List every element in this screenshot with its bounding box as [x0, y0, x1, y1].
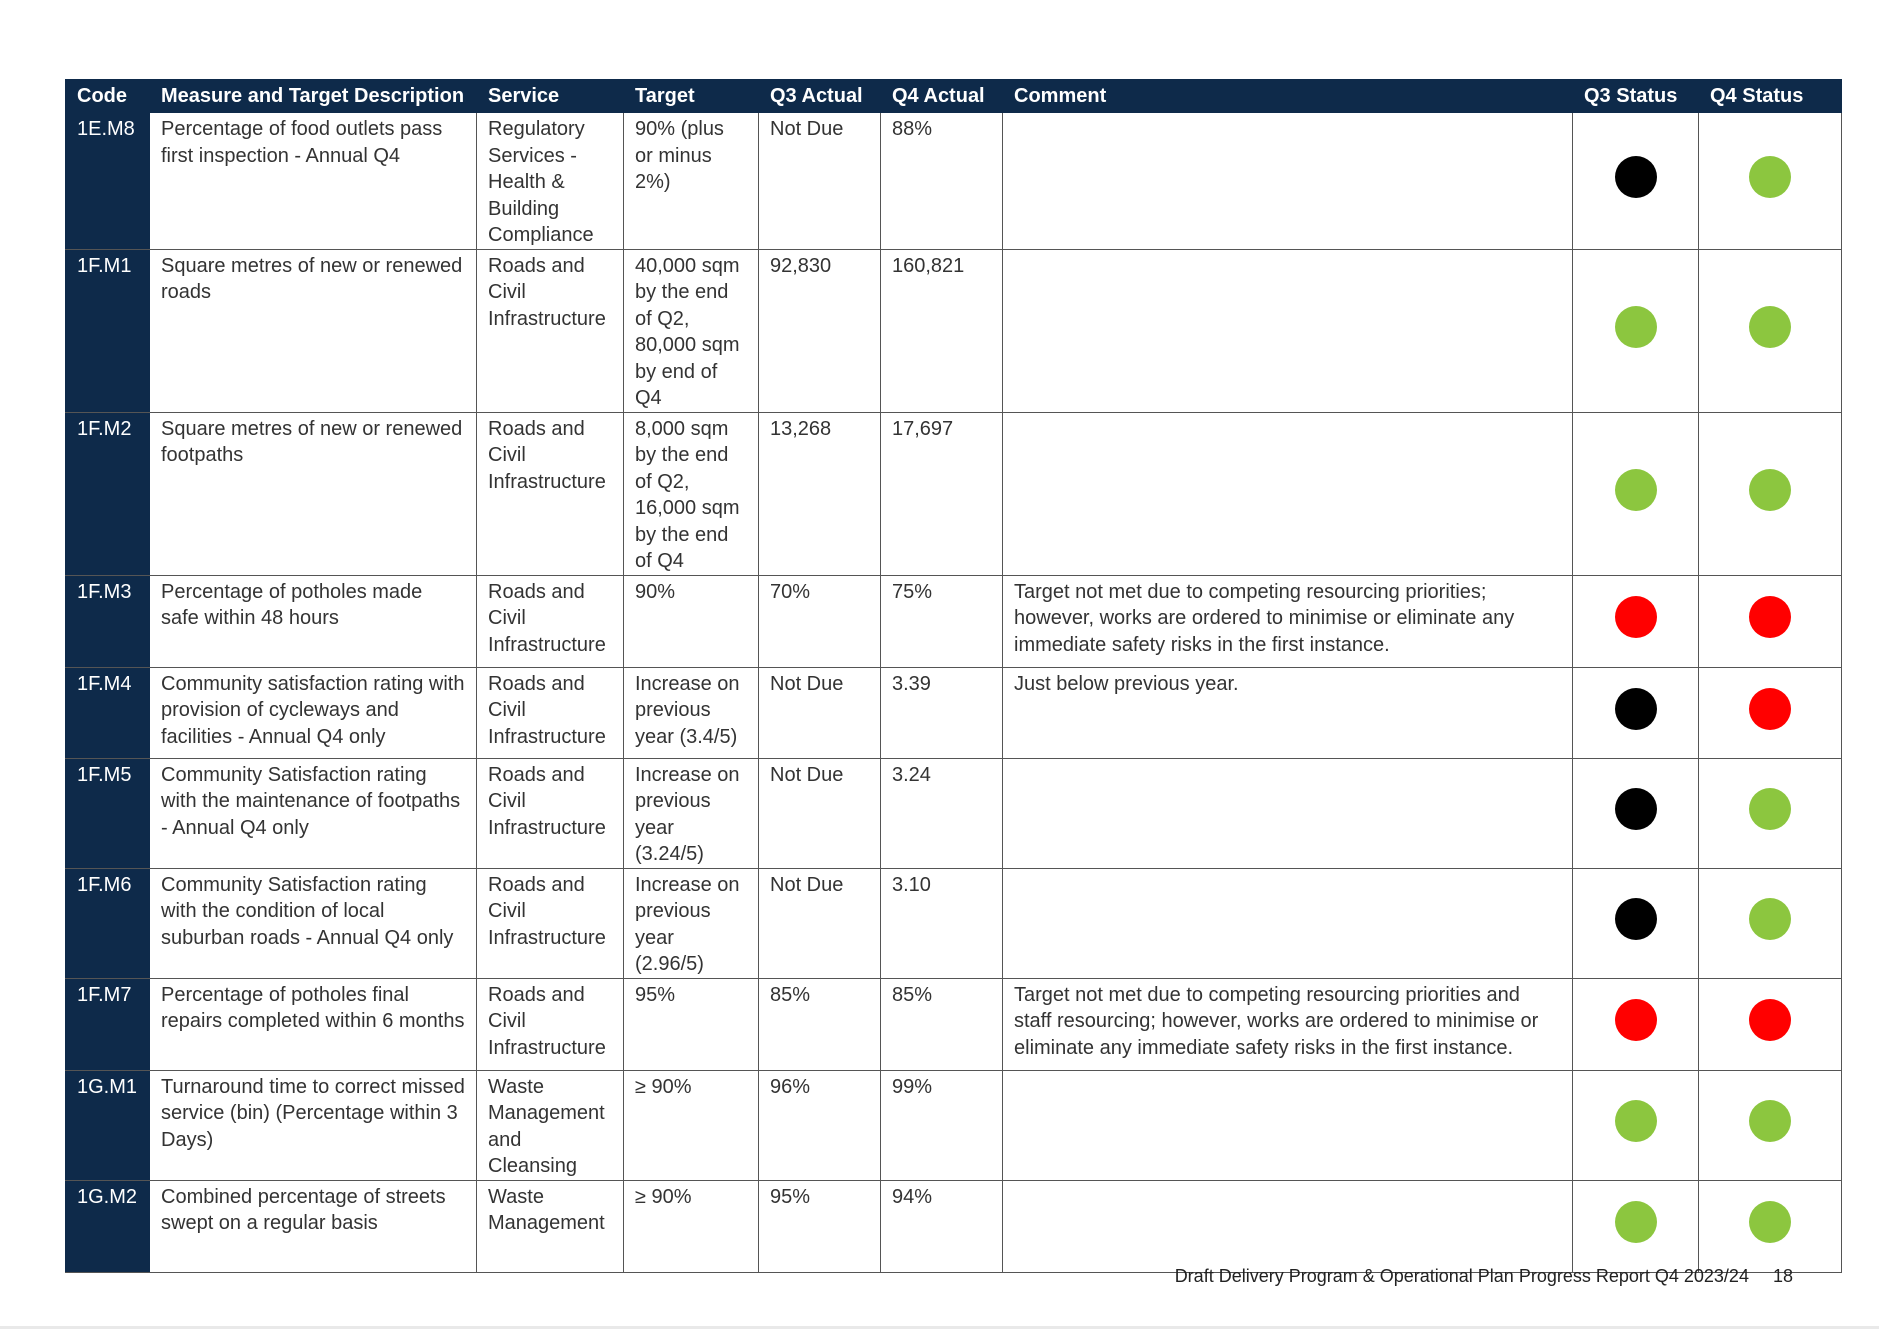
row-service: Roads and Civil Infrastructure [477, 412, 624, 575]
row-service: Waste Management and Cleansing [477, 1070, 624, 1180]
row-target: ≥ 90% [624, 1070, 759, 1180]
row-q3-actual: 70% [759, 575, 881, 667]
row-measure: Square metres of new or renewed footpaths [150, 412, 477, 575]
table-row [66, 868, 1842, 978]
row-q4-actual: 3.39 [881, 667, 1003, 758]
row-target: 8,000 sqm by the end of Q2, 16,000 sqm by the end of Q4 [624, 412, 759, 575]
table-row [66, 412, 1842, 575]
row-target: 95% [624, 978, 759, 1070]
table-row [66, 667, 1842, 758]
row-comment [1003, 1070, 1573, 1180]
row-service: Roads and Civil Infrastructure [477, 667, 624, 758]
row-q4-status [1699, 1070, 1842, 1180]
row-code: 1E.M8 [66, 113, 150, 250]
row-q3-actual: Not Due [759, 868, 881, 978]
row-code: 1F.M6 [66, 868, 150, 978]
row-q3-actual: 13,268 [759, 412, 881, 575]
row-q4-status [1699, 667, 1842, 758]
row-q3-actual: 92,830 [759, 249, 881, 412]
header-code: Code [66, 80, 150, 113]
row-q3-actual: Not Due [759, 667, 881, 758]
row-q3-actual: 96% [759, 1070, 881, 1180]
q4-status-indicator [1749, 596, 1791, 638]
row-q4-status [1699, 412, 1842, 575]
q3-status-indicator [1615, 306, 1657, 348]
q3-status-indicator [1615, 688, 1657, 730]
q4-status-indicator [1749, 898, 1791, 940]
row-measure: Percentage of potholes final repairs completed within 6 months [150, 978, 477, 1070]
table-row [66, 758, 1842, 868]
q3-status-indicator [1615, 1100, 1657, 1142]
row-q3-actual: 95% [759, 1180, 881, 1272]
q4-status-indicator [1749, 306, 1791, 348]
row-q3-status [1573, 1180, 1699, 1272]
row-target: Increase on previous year (3.24/5) [624, 758, 759, 868]
row-q4-status [1699, 249, 1842, 412]
row-comment: Target not met due to competing resourcing priorities and staff resourcing; however, works are ordered to minimise or eliminate any immediate safety risks in the first instance. [1003, 978, 1573, 1070]
row-service: Waste Management [477, 1180, 624, 1272]
q4-status-indicator [1749, 688, 1791, 730]
header-comment: Comment [1003, 80, 1573, 113]
row-q4-actual: 88% [881, 113, 1003, 250]
row-target: ≥ 90% [624, 1180, 759, 1272]
row-code: 1F.M3 [66, 575, 150, 667]
row-measure: Square metres of new or renewed roads [150, 249, 477, 412]
row-q4-actual: 75% [881, 575, 1003, 667]
table-row [66, 249, 1842, 412]
row-code: 1F.M2 [66, 412, 150, 575]
report-title: Draft Delivery Program & Operational Plan Progress Report Q4 2023/24 [1174, 1266, 1749, 1286]
header-q3-actual: Q3 Actual [759, 80, 881, 113]
table-row [66, 113, 1842, 250]
kpi-table [65, 79, 1842, 1273]
row-q3-status [1573, 575, 1699, 667]
row-code: 1G.M2 [66, 1180, 150, 1272]
header-target: Target [624, 80, 759, 113]
row-q3-status [1573, 868, 1699, 978]
q3-status-indicator [1615, 1201, 1657, 1243]
row-code: 1F.M4 [66, 667, 150, 758]
q3-status-indicator [1615, 156, 1657, 198]
row-comment [1003, 758, 1573, 868]
row-q4-status [1699, 758, 1842, 868]
table-row [66, 1070, 1842, 1180]
row-code: 1F.M7 [66, 978, 150, 1070]
row-measure: Percentage of food outlets pass first inspection - Annual Q4 [150, 113, 477, 250]
q3-status-indicator [1615, 898, 1657, 940]
row-q3-status [1573, 249, 1699, 412]
row-q4-actual: 99% [881, 1070, 1003, 1180]
row-q4-actual: 94% [881, 1180, 1003, 1272]
row-code: 1G.M1 [66, 1070, 150, 1180]
header-service: Service [477, 80, 624, 113]
q4-status-indicator [1749, 788, 1791, 830]
row-service: Roads and Civil Infrastructure [477, 249, 624, 412]
table-row [66, 575, 1842, 667]
row-q3-status [1573, 667, 1699, 758]
row-code: 1F.M5 [66, 758, 150, 868]
row-measure: Combined percentage of streets swept on a regular basis [150, 1180, 477, 1272]
row-q4-actual: 17,697 [881, 412, 1003, 575]
q3-status-indicator [1615, 596, 1657, 638]
row-comment [1003, 412, 1573, 575]
page-number: 18 [1772, 1266, 1793, 1286]
row-q4-status [1699, 868, 1842, 978]
q4-status-indicator [1749, 156, 1791, 198]
row-q3-status [1573, 113, 1699, 250]
q3-status-indicator [1615, 469, 1657, 511]
row-service: Roads and Civil Infrastructure [477, 868, 624, 978]
row-measure: Community Satisfaction rating with the condition of local suburban roads - Annual Q4 only [150, 868, 477, 978]
row-service: Roads and Civil Infrastructure [477, 575, 624, 667]
row-q4-actual: 85% [881, 978, 1003, 1070]
row-q4-actual: 3.10 [881, 868, 1003, 978]
row-comment [1003, 1180, 1573, 1272]
header-measure: Measure and Target Description [150, 80, 477, 113]
row-service: Regulatory Services - Health & Building Compliance [477, 113, 624, 250]
row-measure: Turnaround time to correct missed service (bin) (Percentage within 3 Days) [150, 1070, 477, 1180]
row-q3-status [1573, 758, 1699, 868]
row-target: Increase on previous year (2.96/5) [624, 868, 759, 978]
row-measure: Community satisfaction rating with provision of cycleways and facilities - Annual Q4 only [150, 667, 477, 758]
row-q3-actual: 85% [759, 978, 881, 1070]
row-q3-actual: Not Due [759, 758, 881, 868]
row-q3-status [1573, 978, 1699, 1070]
row-target: 90% (plus or minus 2%) [624, 113, 759, 250]
row-q3-actual: Not Due [759, 113, 881, 250]
row-service: Roads and Civil Infrastructure [477, 758, 624, 868]
q3-status-indicator [1615, 788, 1657, 830]
row-measure: Percentage of potholes made safe within 48 hours [150, 575, 477, 667]
table-header-row [66, 80, 1842, 113]
row-q3-status [1573, 412, 1699, 575]
row-comment: Target not met due to competing resourcing priorities; however, works are ordered to minimise or eliminate any immediate safety risks in the first instance. [1003, 575, 1573, 667]
row-q4-status [1699, 575, 1842, 667]
q3-status-indicator [1615, 999, 1657, 1041]
row-target: Increase on previous year (3.4/5) [624, 667, 759, 758]
q4-status-indicator [1749, 1201, 1791, 1243]
row-q4-status [1699, 113, 1842, 250]
row-comment: Just below previous year. [1003, 667, 1573, 758]
row-target: 90% [624, 575, 759, 667]
table-row [66, 978, 1842, 1070]
table-row [66, 1180, 1842, 1272]
row-comment [1003, 249, 1573, 412]
header-q3-status: Q3 Status [1573, 80, 1699, 113]
row-code: 1F.M1 [66, 249, 150, 412]
row-comment [1003, 113, 1573, 250]
row-q4-status [1699, 978, 1842, 1070]
row-measure: Community Satisfaction rating with the maintenance of footpaths - Annual Q4 only [150, 758, 477, 868]
q4-status-indicator [1749, 469, 1791, 511]
row-q3-status [1573, 1070, 1699, 1180]
header-q4-status: Q4 Status [1699, 80, 1842, 113]
row-service: Roads and Civil Infrastructure [477, 978, 624, 1070]
q4-status-indicator [1749, 1100, 1791, 1142]
page-footer [1175, 1266, 1793, 1287]
row-q4-actual: 3.24 [881, 758, 1003, 868]
row-q4-actual: 160,821 [881, 249, 1003, 412]
row-q4-status [1699, 1180, 1842, 1272]
row-comment [1003, 868, 1573, 978]
header-q4-actual: Q4 Actual [881, 80, 1003, 113]
q4-status-indicator [1749, 999, 1791, 1041]
row-target: 40,000 sqm by the end of Q2, 80,000 sqm by end of Q4 [624, 249, 759, 412]
